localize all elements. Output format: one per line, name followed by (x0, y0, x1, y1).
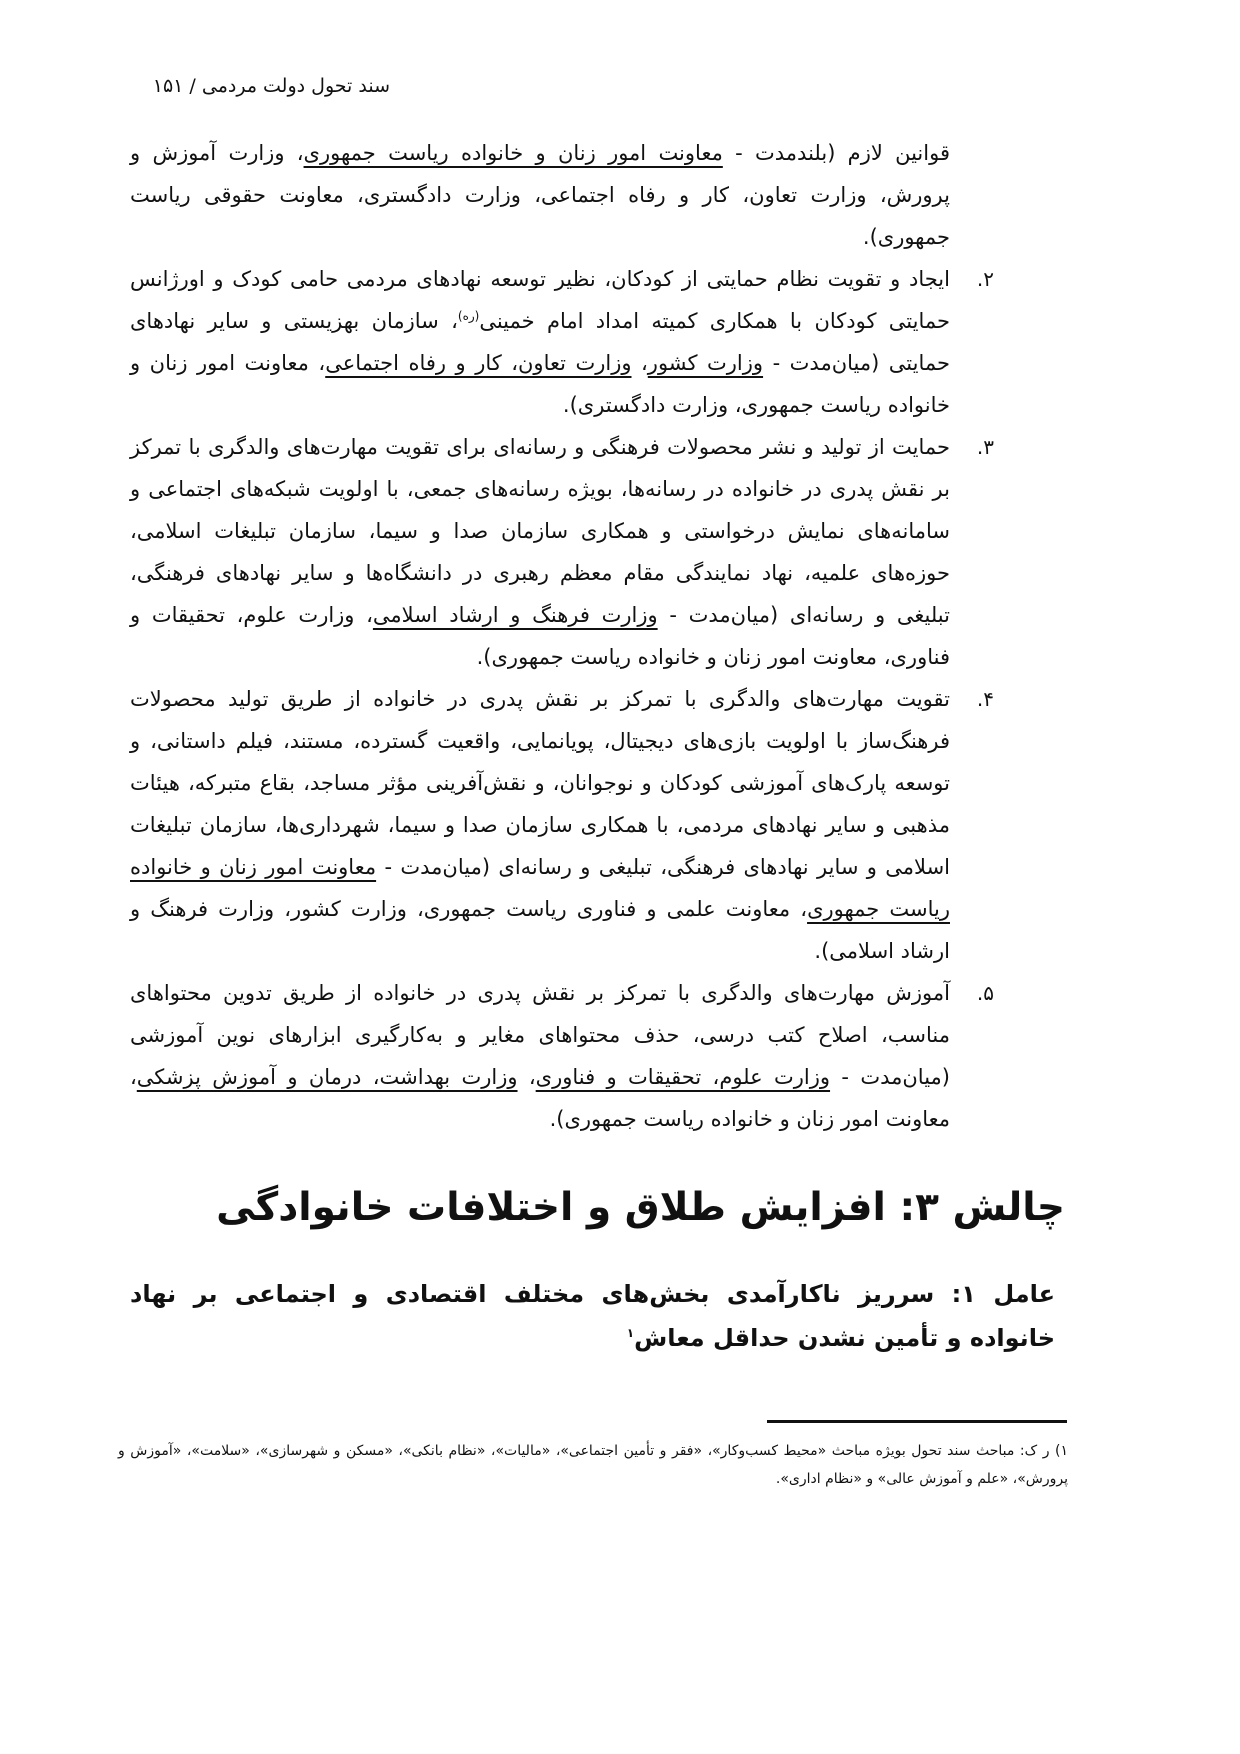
footnote-reference[interactable]: ۱ (626, 1326, 635, 1340)
list-item-number: ۴. (976, 687, 994, 711)
list-item-number: ۳. (976, 435, 994, 459)
underlined-responsible-body: معاونت امور زنان و خانواده ریاست جمهوری (130, 855, 950, 921)
footnote-area (0, 1420, 1240, 1493)
text-run: قوانین لازم (بلندمدت - (722, 141, 950, 165)
footnote-separator (767, 1420, 1067, 1423)
underlined-responsible-body: وزارت علوم، تحقیقات و فناوری (535, 1065, 831, 1089)
underlined-responsible-body: معاونت امور زنان و خانواده ریاست جمهوری (303, 141, 723, 165)
text-run: ، وزارت علوم، تحقیقات و فناوری، معاونت امور زنان و خانواده ریاست جمهوری). (130, 603, 950, 669)
factor-heading (130, 1272, 1055, 1360)
list-item-number: ۲. (976, 267, 994, 291)
underlined-responsible-body: وزارت تعاون، کار و رفاه اجتماعی (325, 351, 632, 375)
text-run: ایجاد و تقویت نظام حمایتی از کودکان، نظیر توسعه نهادهای مردمی حامی کودک و اورژانس حمایتی کودکان با همکاری کمیته امداد امام خمینی (130, 267, 950, 333)
text-run: ، (517, 1065, 536, 1089)
list-item (130, 678, 994, 972)
recommendation-list (130, 258, 994, 1140)
underlined-responsible-body: وزارت فرهنگ و ارشاد اسلامی (372, 603, 658, 627)
list-item (130, 258, 994, 426)
list-item (130, 972, 994, 1140)
list-item-number: ۵. (976, 981, 994, 1005)
list-item (130, 426, 994, 678)
text-run: ، معاونت امور زنان و خانواده ریاست جمهوری). (130, 1065, 950, 1131)
underlined-responsible-body: وزارت کشور (647, 351, 764, 375)
text-run: ، (631, 351, 648, 375)
underlined-responsible-body: وزارت بهداشت، درمان و آموزش پزشکی (136, 1065, 518, 1089)
text-run: ، معاونت علمی و فناوری ریاست جمهوری، وزارت کشور، وزارت فرهنگ و ارشاد اسلامی). (130, 897, 950, 963)
superscript-honorific: (ره) (457, 309, 480, 323)
text-run: ، سازمان بهزیستی و سایر نهادهای حمایتی (میان‌مدت - (130, 309, 951, 375)
text-run: ، وزارت آموزش و پرورش، وزارت تعاون، کار و رفاه اجتماعی، وزارت دادگستری، معاونت حقوقی ریاست جمهوری). (130, 141, 950, 249)
running-head: سند تحول دولت مردمی / ۱۵۱ (152, 75, 390, 97)
text-run: ، معاونت امور زنان و خانواده ریاست جمهوری، وزارت دادگستری). (130, 351, 950, 417)
continuation-paragraph (130, 132, 950, 258)
body-text (130, 132, 994, 1140)
factor-heading-text: عامل ۱: سرریز ناکارآمدی بخش‌های مختلف اقتصادی و اجتماعی بر نهاد خانواده و تأمین نشدن حداقل معاش (130, 1280, 1056, 1352)
text-run: تقویت مهارت‌های والدگری با تمرکز بر نقش پدری در خانواده از طریق تولید محصولات فرهنگ‌ساز با اولویت بازی‌های دیجیتال، پویانمایی، واقعیت گسترده، مستند، فیلم داستانی، و توسعه پارک‌های آموزشی کودکان و نوجوانان، و نقش‌آفرینی مؤثر مساجد، بقاع متبرکه، هیئات مذهبی و سایر نهادهای مردمی، با همکاری سازمان صدا و سیما، شهرداری‌ها، سازمان تبلیغات اسلامی و سایر نهادهای فرهنگی، تبلیغی و رسانه‌ای (میان‌مدت - (130, 687, 950, 879)
challenge-heading: چالش ۳: افزایش طلاق و اختلافات خانوادگی (216, 1185, 1065, 1230)
text-run: حمایت از تولید و نشر محصولات فرهنگی و رسانه‌ای برای تقویت مهارت‌های والدگری با تمرکز بر نقش پدری در خانواده در رسانه‌ها، بویژه رسانه‌های جمعی، با اولویت شبکه‌های اجتماعی و سامانه‌های نمایش درخواستی و همکاری سازمان صدا و سیما، سازمان تبلیغات اسلامی، حوزه‌های علمیه، نهاد نمایندگی مقام معظم رهبری در دانشگاه‌ها و سایر نهادهای فرهنگی، تبلیغی و رسانه‌ای (میان‌مدت - (130, 435, 950, 627)
text-run: آموزش مهارت‌های والدگری با تمرکز بر نقش پدری در خانواده از طریق تدوین محتواهای مناسب، اصلاح کتب درسی، حذف محتواهای مغایر و به‌کارگیری ابزارهای نوین آموزشی (میان‌مدت - (130, 981, 950, 1089)
footnote: ۱) ر ک: مباحث سند تحول بویژه مباحث «محیط کسب‌وکار»، «فقر و تأمین اجتماعی»، «مالیات»، «نظام بانکی»، «مسکن و شهرسازی»، «سلامت»، «آموزش و پرورش»، «علم و آموزش عالی» و «نظام اداری». (118, 1443, 1068, 1487)
